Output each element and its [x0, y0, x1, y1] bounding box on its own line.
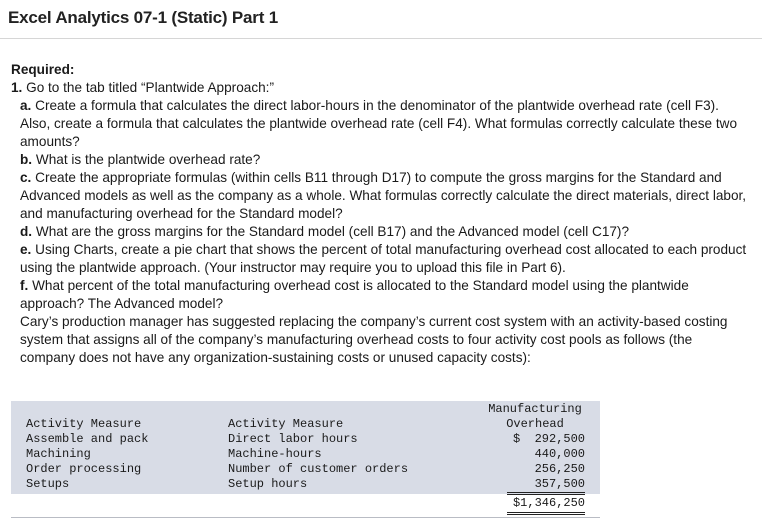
row-measure: Number of customer orders: [228, 462, 409, 476]
part-c: [11, 169, 751, 223]
item-1-marker: 1.: [11, 80, 23, 95]
row-measure: Machine-hours: [228, 447, 322, 461]
row-measure: Setup hours: [228, 477, 308, 491]
table-bottom-border: [11, 517, 600, 518]
part-c-marker: c.: [20, 170, 32, 185]
part-d-text: What are the gross margins for the Standard model (cell B17) and the Advanced model (cell C17)?: [35, 224, 630, 239]
item-1: [11, 79, 751, 97]
header-overhead-line2: Overhead: [506, 417, 564, 431]
row-activity: Assemble and pack: [26, 432, 149, 446]
part-b-marker: b.: [20, 152, 33, 167]
part-e-text: Using Charts, create a pie chart that shows the percent of total manufacturing overhead cost allocated to each product using the plantwide approach. (Your instructor may require you to upload this file in Part 6).: [20, 242, 747, 275]
part-e: [11, 241, 751, 277]
question-content: [11, 61, 751, 367]
title-divider: [0, 38, 762, 39]
part-d-marker: d.: [20, 224, 33, 239]
part-b: [11, 151, 751, 169]
part-f-text: What percent of the total manufacturing overhead cost is allocated to the Standard model using the plantwide approach? The Advanced model?: [20, 278, 689, 311]
row-activity: Setups: [26, 477, 70, 491]
header-overhead-line1: Manufacturing: [488, 402, 582, 416]
header-activity: Activity Measure: [26, 417, 142, 431]
page-title: Excel Analytics 07-1 (Static) Part 1: [8, 8, 278, 27]
row-amount: 256,250: [534, 462, 585, 476]
total-overhead: $1,346,250: [507, 494, 585, 515]
part-a-text: Create a formula that calculates the direct labor-hours in the denominator of the plantwide overhead rate (cell F3). Also, create a formula that calculates the plantwide overhead rate (cell F4). What formulas correctly calculate these two amounts?: [20, 98, 738, 149]
row-activity: Machining: [26, 447, 91, 461]
part-f-marker: f.: [20, 278, 29, 293]
part-f: [11, 277, 751, 313]
item-1-text: Go to the tab titled “Plantwide Approach:”: [26, 80, 274, 95]
row-measure: Direct labor hours: [228, 432, 358, 446]
part-e-marker: e.: [20, 242, 32, 257]
row-amount: $ 292,500: [512, 432, 585, 446]
closing-paragraph: Cary’s production manager has suggested replacing the company’s current cost system with an activity-based costing system that assigns all of the company’s manufacturing overhead costs to four activity cost pools as follows (the company does not have any organization-sustaining costs or unused capacity costs):: [20, 314, 728, 365]
activity-cost-table: [11, 401, 600, 517]
part-b-text: What is the plantwide overhead rate?: [35, 152, 261, 167]
header-measure: Activity Measure: [228, 417, 344, 431]
part-c-text: Create the appropriate formulas (within cells B11 through D17) to compute the gross margins for the Standard and Advanced models as well as the company as a whole. What formulas correctly calculate the direct materials, direct labor, and manufacturing overhead for the Standard model?: [20, 170, 747, 221]
row-activity: Order processing: [26, 462, 142, 476]
part-a: [11, 97, 751, 151]
row-amount: 440,000: [534, 447, 585, 461]
part-d: [11, 223, 751, 241]
part-a-marker: a.: [20, 98, 32, 113]
row-amount: 357,500: [507, 477, 585, 493]
required-label: Required:: [11, 62, 75, 77]
